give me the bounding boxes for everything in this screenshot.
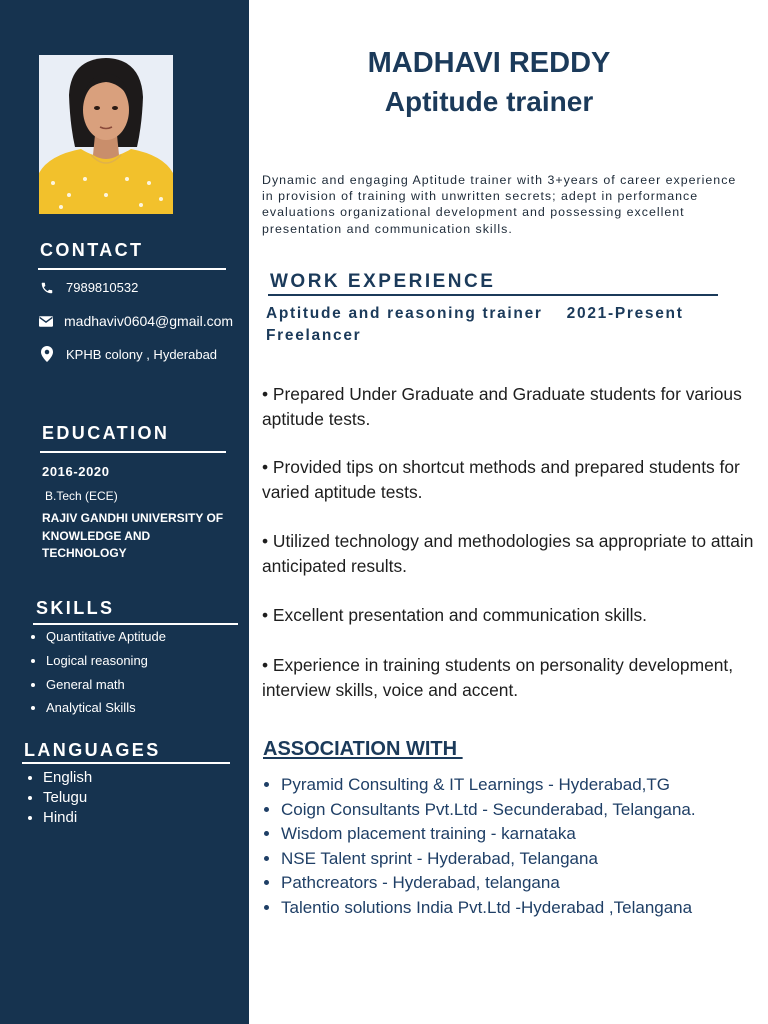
contact-phone[interactable]: 7989810532: [66, 280, 139, 295]
work-bullet: • Provided tips on shortcut methods and prepared students for varied aptitude tests.: [262, 457, 740, 502]
contact-address-row: [39, 346, 217, 362]
association-item: • Pathcreators - Hyderabad, telangana: [281, 871, 696, 896]
language-item: • English: [43, 768, 92, 788]
work-experience-heading: WORK EXPERIENCE: [270, 271, 496, 292]
contact-heading: CONTACT: [40, 240, 144, 260]
job-role: Aptitude and reasoning trainer: [266, 305, 543, 322]
phone-icon: [40, 281, 54, 295]
work-experience-divider: [268, 294, 718, 296]
contact-email-row: [39, 313, 233, 329]
skill-item: • Logical reasoning: [46, 651, 166, 675]
profile-summary: Dynamic and engaging Aptitude trainer with 3+years of career experience in provision of training with unwritten secrets; adept in performance evaluations organizational development and possessing excellent presentation and communication skills.: [262, 173, 737, 236]
skill-item: • General math: [46, 675, 166, 699]
contact-address: KPHB colony , Hyderabad: [66, 346, 218, 362]
association-item: • Talentio solutions India Pvt.Ltd -Hyderabad ,Telangana: [281, 896, 696, 921]
work-bullet: • Prepared Under Graduate and Graduate students for various aptitude tests.: [262, 384, 742, 429]
languages-list: [24, 768, 92, 828]
sidebar: [0, 0, 249, 1024]
education-divider: [40, 451, 226, 453]
profile-photo: [39, 55, 173, 214]
education-years: 2016-2020: [42, 464, 110, 479]
work-bullet: • Experience in training students on personality development, interview skills, voice and accent.: [262, 655, 734, 700]
profile-name: MADHAVI REDDY: [367, 47, 611, 79]
language-item: • Telugu: [43, 788, 92, 808]
education-heading: EDUCATION: [42, 423, 170, 443]
education-degree: B.Tech (ECE): [45, 489, 118, 503]
languages-divider: [22, 762, 230, 764]
skill-item: • Quantitative Aptitude: [46, 627, 166, 651]
skills-divider: [33, 623, 238, 625]
location-pin-icon: [41, 346, 53, 362]
association-item: • Wisdom placement training - karnataka: [281, 822, 696, 847]
skills-heading: SKILLS: [36, 598, 115, 618]
association-item: • Pyramid Consulting & IT Learnings - Hyderabad,TG: [281, 773, 696, 798]
language-item: • Hindi: [43, 808, 92, 828]
job-type: Freelancer: [266, 327, 362, 344]
email-icon: [39, 316, 53, 327]
association-list: [262, 773, 696, 921]
association-item: • NSE Talent sprint - Hyderabad, Telangana: [281, 847, 696, 872]
work-bullet: • Excellent presentation and communication skills.: [262, 605, 648, 625]
association-heading: ASSOCIATION WITH: [263, 738, 463, 760]
job-header: [266, 305, 684, 323]
contact-divider: [38, 268, 226, 270]
education-university: RAJIV GANDHI UNIVERSITY OF KNOWLEDGE AND TECHNOLOGY: [42, 511, 224, 560]
profile-photo-image: [39, 55, 173, 214]
contact-email[interactable]: madhaviv0604@gmail.com: [64, 313, 234, 329]
work-bullet: • Utilized technology and methodologies sa appropriate to attain anticipated results.: [262, 531, 754, 576]
job-period: 2021-Present: [566, 305, 684, 322]
languages-heading: LANGUAGES: [24, 740, 161, 760]
skill-item: • Analytical Skills: [46, 698, 166, 722]
contact-phone-row: [39, 280, 138, 295]
skills-list: [28, 627, 166, 722]
association-item: • Coign Consultants Pvt.Ltd - Secunderabad, Telangana.: [281, 798, 696, 823]
profile-title: Aptitude trainer: [384, 86, 594, 117]
